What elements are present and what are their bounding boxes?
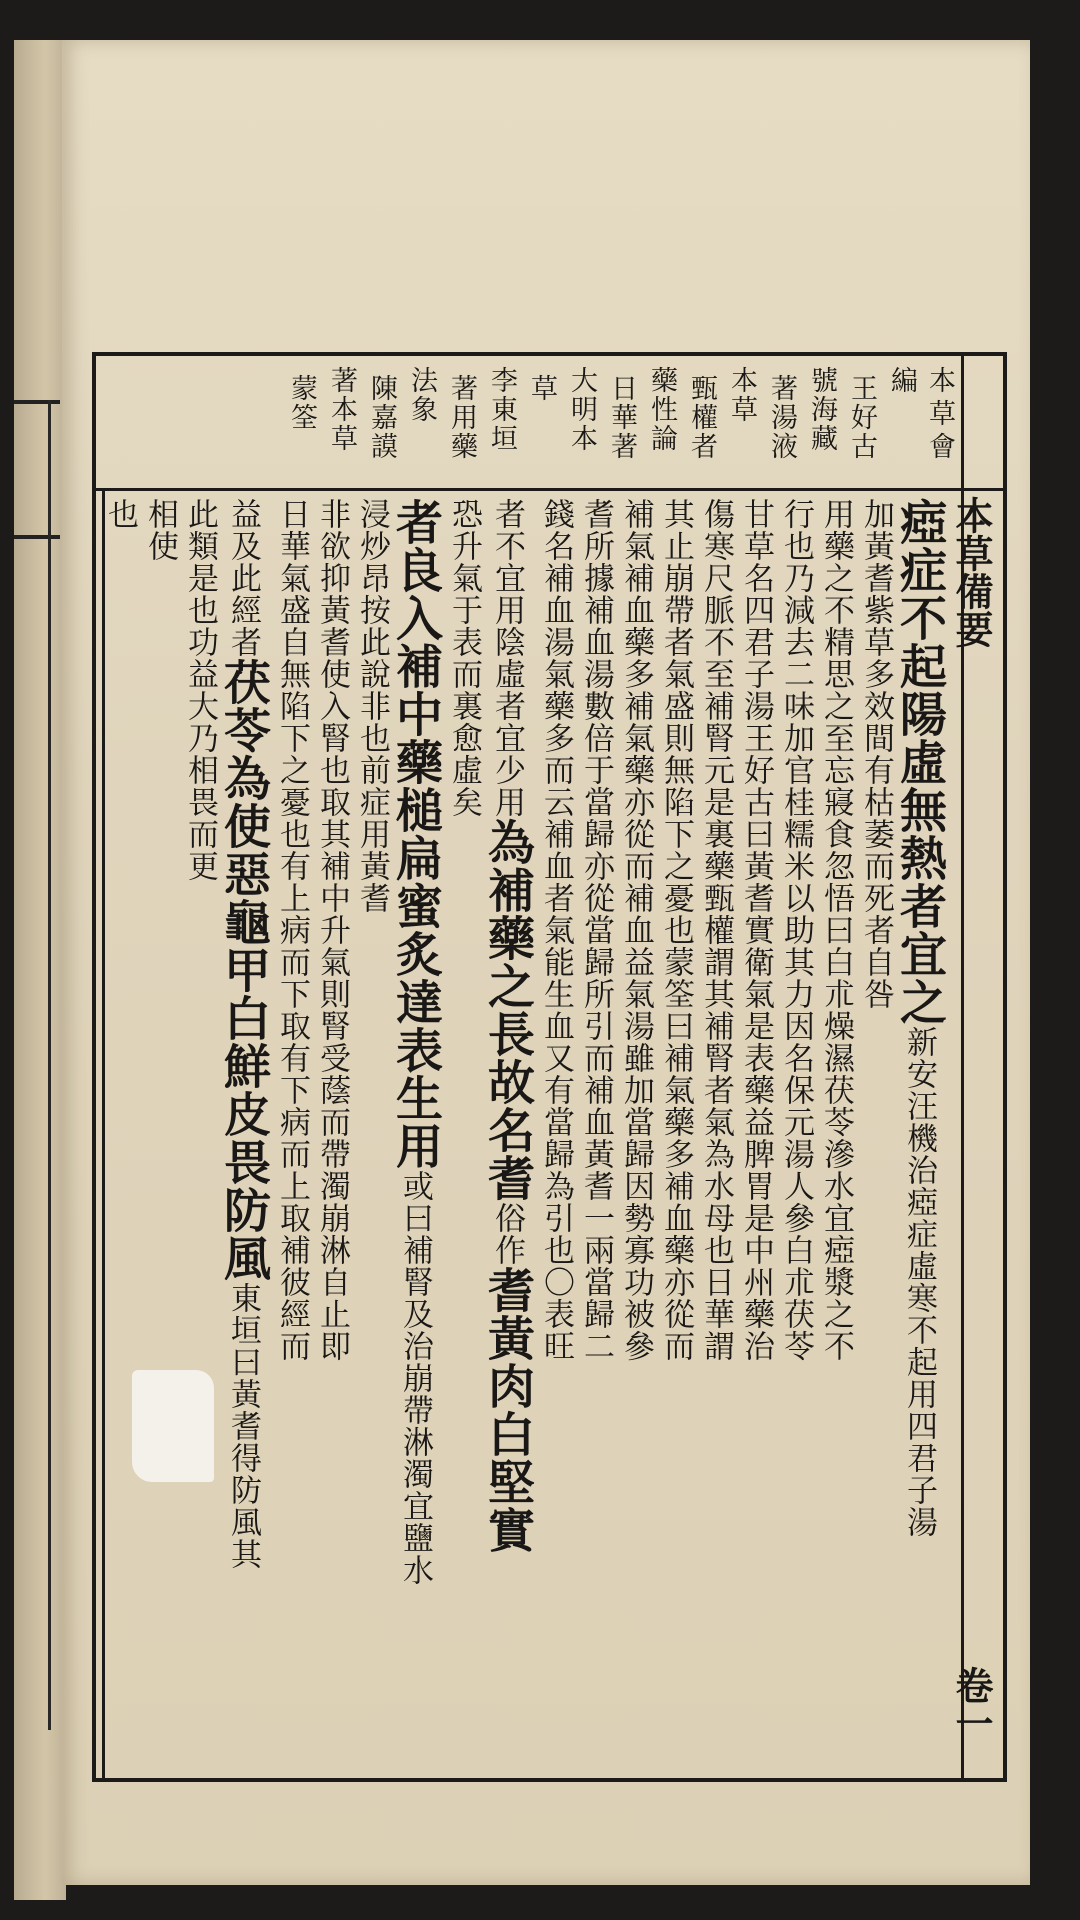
margin-column bbox=[949, 356, 1003, 1778]
commentary-text: 錢名補血湯氣藥多而云補血者氣能生血又有當歸為引也〇表旺 bbox=[538, 498, 574, 1362]
main-entry-text: 茯苓為使惡龜甲白鮮皮畏防風 bbox=[216, 658, 271, 1282]
edge-border-line bbox=[48, 400, 51, 1730]
margin-volume: 卷一 bbox=[949, 1666, 994, 1742]
main-entry-text: 者良入補中藥槌扁蜜炙達表生用 bbox=[388, 498, 443, 1170]
text-column bbox=[274, 498, 310, 1768]
text-frame bbox=[92, 352, 1007, 1782]
margin-title: 本草備要 bbox=[949, 496, 994, 648]
header-entry: 法象 bbox=[406, 366, 437, 424]
header-entry: 著用藥 bbox=[446, 374, 477, 461]
commentary-text: 加黃耆紫草多效間有枯萎而死者自咎 bbox=[858, 498, 894, 1010]
commentary-text: 或曰補腎及治崩帶淋濁宜鹽水 bbox=[397, 1170, 433, 1586]
commentary-text: 用藥之不精思之至忘寢食忽悟曰白朮燥濕茯苓滲水宜瘂漿之不 bbox=[818, 498, 854, 1362]
text-column bbox=[578, 498, 614, 1768]
main-entry-text: 耆黃肉白堅實 bbox=[480, 1266, 535, 1554]
commentary-text: 補氣補血藥多補氣藥亦從而補血益氣湯雖加當歸因勢寡功被參 bbox=[618, 498, 654, 1362]
commentary-text: 也 bbox=[102, 498, 138, 530]
header-entry: 著本草 bbox=[326, 366, 357, 453]
text-column bbox=[388, 498, 443, 1768]
header-entry: 蒙筌 bbox=[286, 374, 317, 432]
text-column bbox=[618, 498, 654, 1768]
edge-rule bbox=[14, 400, 60, 404]
text-column bbox=[698, 498, 734, 1768]
commentary-text: 功益大乃相畏而更 bbox=[182, 626, 218, 882]
header-entry: 本草 bbox=[726, 366, 757, 424]
commentary-text: 日華氣盛自無陷下之憂也有上病而下取有下病而上取補彼經而 bbox=[274, 498, 310, 1362]
header-entry: 著湯液 bbox=[766, 374, 797, 461]
header-entry: 大明本 bbox=[566, 366, 597, 453]
paper-tear bbox=[132, 1370, 214, 1482]
text-column bbox=[858, 498, 894, 1768]
text-column bbox=[354, 498, 390, 1768]
commentary-text: 者不宜用陰虛者宜少用 bbox=[489, 498, 525, 818]
text-column bbox=[658, 498, 694, 1768]
header-entry: 藥性論 bbox=[646, 366, 677, 453]
header-entry: 王好古 bbox=[846, 374, 877, 461]
header-note-box bbox=[96, 356, 1003, 491]
header-entry: 陳嘉謨 bbox=[366, 374, 397, 461]
text-column bbox=[738, 498, 774, 1768]
text-column bbox=[818, 498, 854, 1768]
header-entry: 編 bbox=[886, 366, 917, 395]
text-column bbox=[538, 498, 574, 1768]
book-page bbox=[62, 40, 1030, 1885]
text-column bbox=[778, 498, 814, 1768]
text-column bbox=[182, 498, 218, 1768]
main-entry-text: 瘂症不起陽虛無熱者宜之 bbox=[892, 498, 947, 1026]
commentary-text: 新安汪機治瘂症虛寒不起用四君子湯 bbox=[901, 1026, 937, 1538]
text-column bbox=[216, 498, 271, 1768]
commentary-text: 非欲抑黃耆使入腎也取其補中升氣則腎受蔭而帶濁崩淋自止即 bbox=[314, 498, 350, 1362]
header-entry: 草 bbox=[526, 374, 557, 403]
commentary-text: 此類是也 bbox=[182, 498, 218, 626]
commentary-text: 耆所據補血湯數倍于當歸亦從當歸所引而補血黃耆一兩當歸二 bbox=[578, 498, 614, 1362]
commentary-text: 甘草名四君子湯王好古曰黃耆實衛氣是表藥益脾胃是中州藥治 bbox=[738, 498, 774, 1362]
previous-page-edge bbox=[14, 40, 66, 1900]
header-entry: 號海藏 bbox=[806, 366, 837, 453]
text-column bbox=[892, 498, 947, 1768]
commentary-text: 行也乃減去二味加官桂糯米以助其力因名保元湯人參白朮茯苓 bbox=[778, 498, 814, 1362]
header-entry: 日華著 bbox=[606, 374, 637, 461]
header-lead-text: 本草會 bbox=[924, 366, 955, 465]
text-column bbox=[314, 498, 350, 1768]
commentary-text: 其止崩帶者氣盛則無陷下之憂也蒙筌曰補氣藥多補血藥亦從而 bbox=[658, 498, 694, 1362]
edge-rule bbox=[14, 535, 60, 539]
text-column bbox=[142, 498, 178, 1768]
main-entry-text: 為補藥之長故名耆 bbox=[480, 818, 535, 1202]
commentary-text: 益及此經者 bbox=[225, 498, 261, 658]
commentary-text: 傷寒尺脈不至補腎元是裏藥甄權謂其補腎者氣為水母也日華謂 bbox=[698, 498, 734, 1362]
commentary-text: 俗作 bbox=[489, 1202, 525, 1266]
commentary-text: 相使 bbox=[142, 498, 178, 562]
text-column bbox=[446, 498, 482, 1768]
header-entry: 李東垣 bbox=[486, 366, 517, 453]
text-column bbox=[480, 498, 535, 1768]
text-column bbox=[102, 498, 138, 1768]
commentary-text: 東垣曰黃耆得防風其 bbox=[225, 1282, 261, 1570]
commentary-text: 浸炒昂按此說非也前症用黃耆 bbox=[354, 498, 390, 914]
header-entry: 甄權者 bbox=[686, 374, 717, 461]
commentary-text: 恐升氣于表而裏愈虛矣 bbox=[446, 498, 482, 818]
